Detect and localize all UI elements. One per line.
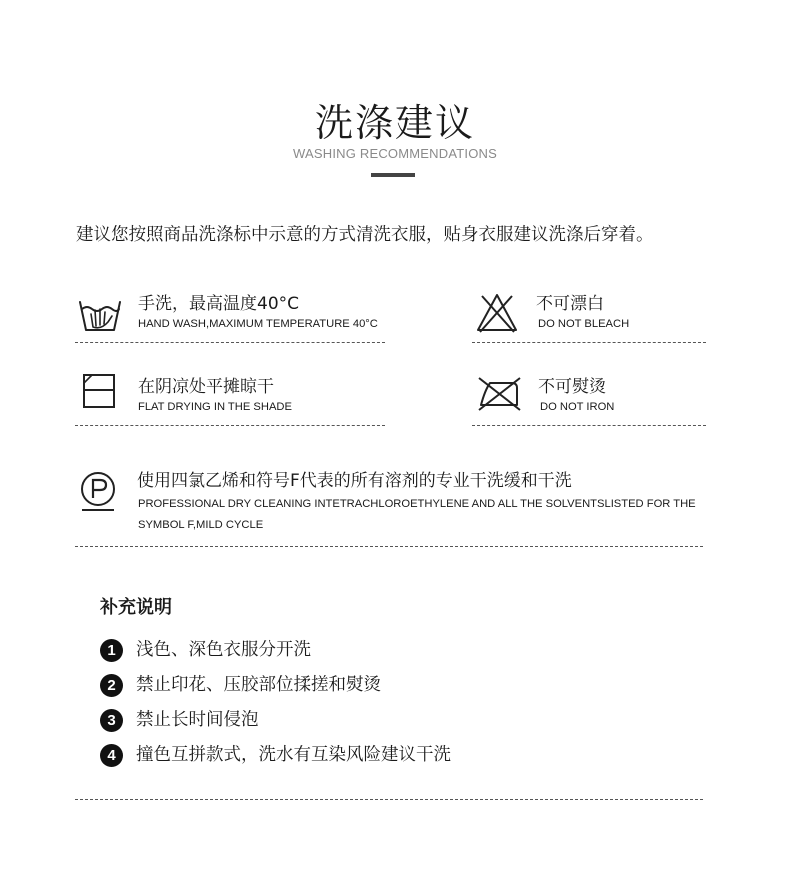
dry-clean-p-icon bbox=[76, 468, 122, 514]
no-bleach-en: DO NOT BLEACH bbox=[538, 318, 630, 330]
list-item-text: 浅色、深色衣服分开洗 bbox=[136, 640, 311, 660]
page-title: 洗涤建议 bbox=[314, 101, 475, 145]
no-bleach-icon bbox=[474, 290, 520, 336]
flat-dry-shade-icon bbox=[77, 368, 123, 414]
divider bbox=[75, 425, 385, 426]
number-badge: 2 bbox=[100, 674, 123, 697]
number-badge: 1 bbox=[100, 639, 123, 662]
divider bbox=[472, 425, 706, 426]
divider bbox=[75, 799, 703, 800]
no-iron-en: DO NOT IRON bbox=[540, 401, 615, 413]
list-item-text: 禁止印花、压胶部位揉搓和熨烫 bbox=[136, 675, 381, 695]
hand-wash-cn: 手洗，最高温度40°C bbox=[138, 294, 300, 314]
no-iron-cn: 不可熨烫 bbox=[538, 377, 606, 397]
list-item-text: 撞色互拼款式，洗水有互染风险建议干洗 bbox=[136, 745, 451, 765]
flat-dry-en: FLAT DRYING IN THE SHADE bbox=[138, 401, 292, 413]
hand-wash-icon bbox=[77, 292, 123, 338]
dry-clean-en-2: SYMBOL F,MILD CYCLE bbox=[138, 519, 264, 531]
divider bbox=[75, 546, 703, 547]
number-badge: 3 bbox=[100, 709, 123, 732]
title-underline bbox=[371, 173, 415, 177]
dry-clean-cn: 使用四氯乙烯和符号F代表的所有溶剂的专业干洗缓和干洗 bbox=[137, 471, 572, 491]
flat-dry-cn: 在阴凉处平摊晾干 bbox=[138, 377, 274, 397]
page-subtitle: WASHING RECOMMENDATIONS bbox=[293, 146, 497, 161]
no-iron-icon bbox=[476, 370, 522, 416]
no-bleach-cn: 不可漂白 bbox=[536, 294, 604, 314]
list-item-text: 禁止长时间侵泡 bbox=[136, 710, 259, 730]
intro-text: 建议您按照商品洗涤标中示意的方式清洗衣服，贴身衣服建议洗涤后穿着。 bbox=[76, 225, 654, 245]
dry-clean-en-1: PROFESSIONAL DRY CLEANING INTETRACHLOROETHYLENE AND ALL THE SOLVENTSLISTED FOR THE bbox=[138, 498, 696, 510]
supplement-title: 补充说明 bbox=[100, 597, 172, 618]
number-badge: 4 bbox=[100, 744, 123, 767]
divider bbox=[75, 342, 385, 343]
divider bbox=[472, 342, 706, 343]
hand-wash-en: HAND WASH,MAXIMUM TEMPERATURE 40°C bbox=[138, 318, 378, 330]
